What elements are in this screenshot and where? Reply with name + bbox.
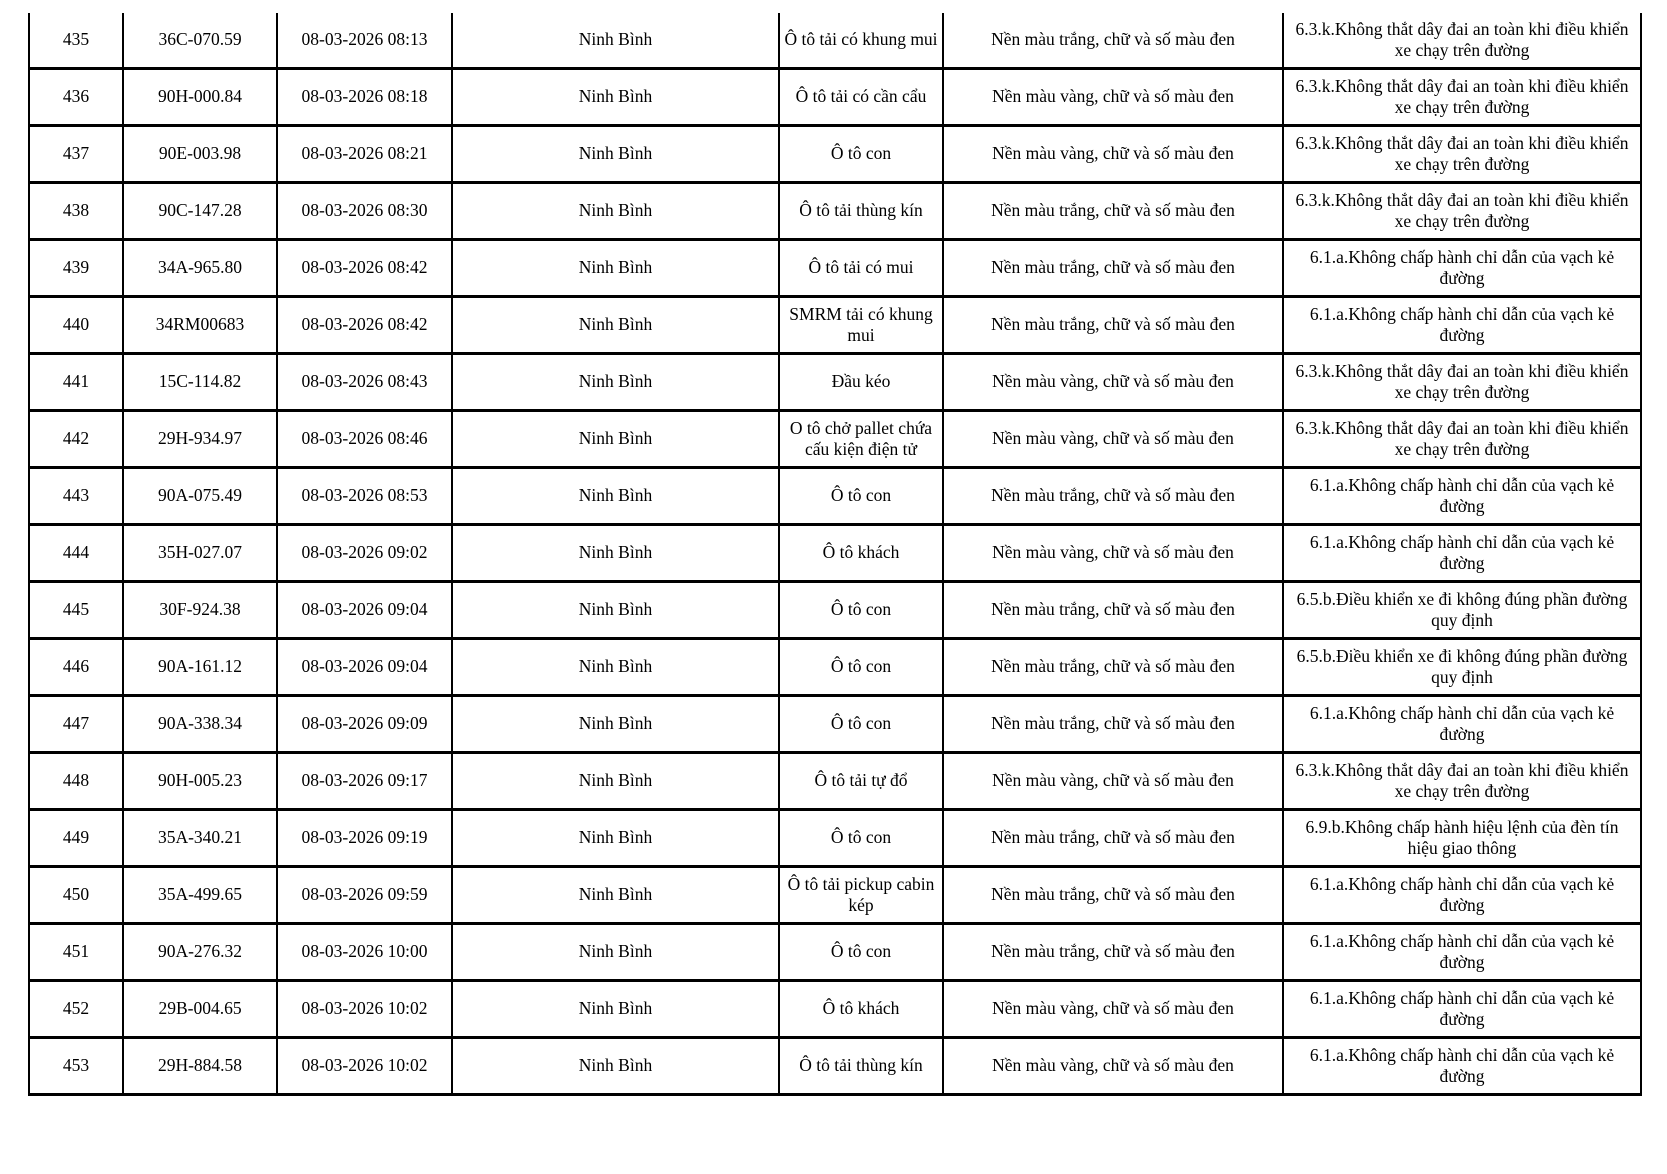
cell-vehicle-type: Ô tô tải có khung mui: [779, 13, 943, 69]
cell-vehicle-type: Ô tô tải pickup cabin kép: [779, 867, 943, 924]
table-row: [29, 924, 1641, 981]
cell-location: Ninh Bình: [452, 69, 779, 126]
cell-row-number: 440: [29, 297, 123, 354]
cell-violation-description: 6.1.a.Không chấp hành chỉ dẫn của vạch kẻ đường: [1283, 297, 1641, 354]
cell-license-plate: 29H-884.58: [123, 1038, 277, 1095]
table-row: [29, 639, 1641, 696]
cell-violation-description: 6.1.a.Không chấp hành chỉ dẫn của vạch kẻ đường: [1283, 981, 1641, 1038]
cell-violation-datetime: 08-03-2026 09:04: [277, 639, 452, 696]
cell-license-plate: 90C-147.28: [123, 183, 277, 240]
cell-vehicle-type: O tô chở pallet chứa cấu kiện điện tử: [779, 411, 943, 468]
cell-vehicle-type: Ô tô con: [779, 468, 943, 525]
cell-license-plate: 90H-000.84: [123, 69, 277, 126]
cell-vehicle-type: Ô tô con: [779, 582, 943, 639]
cell-plate-color-description: Nền màu trắng, chữ và số màu đen: [943, 240, 1283, 297]
cell-license-plate: 90A-075.49: [123, 468, 277, 525]
cell-license-plate: 29B-004.65: [123, 981, 277, 1038]
cell-violation-description: 6.3.k.Không thắt dây đai an toàn khi điều khiển xe chạy trên đường: [1283, 183, 1641, 240]
cell-row-number: 444: [29, 525, 123, 582]
table-row: [29, 69, 1641, 126]
cell-violation-datetime: 08-03-2026 08:18: [277, 69, 452, 126]
cell-row-number: 435: [29, 13, 123, 69]
cell-license-plate: 90E-003.98: [123, 126, 277, 183]
cell-plate-color-description: Nền màu trắng, chữ và số màu đen: [943, 696, 1283, 753]
cell-row-number: 438: [29, 183, 123, 240]
cell-location: Ninh Bình: [452, 297, 779, 354]
cell-violation-datetime: 08-03-2026 09:09: [277, 696, 452, 753]
cell-location: Ninh Bình: [452, 468, 779, 525]
cell-license-plate: 35H-027.07: [123, 525, 277, 582]
cell-location: Ninh Bình: [452, 525, 779, 582]
violation-table: [28, 13, 1642, 1096]
cell-plate-color-description: Nền màu vàng, chữ và số màu đen: [943, 525, 1283, 582]
cell-location: Ninh Bình: [452, 924, 779, 981]
cell-violation-datetime: 08-03-2026 08:43: [277, 354, 452, 411]
cell-location: Ninh Bình: [452, 126, 779, 183]
cell-vehicle-type: Ô tô tải thùng kín: [779, 1038, 943, 1095]
cell-violation-description: 6.1.a.Không chấp hành chỉ dẫn của vạch kẻ đường: [1283, 468, 1641, 525]
cell-license-plate: 90A-161.12: [123, 639, 277, 696]
cell-violation-datetime: 08-03-2026 08:42: [277, 240, 452, 297]
cell-row-number: 451: [29, 924, 123, 981]
table-row: [29, 468, 1641, 525]
cell-violation-datetime: 08-03-2026 09:19: [277, 810, 452, 867]
cell-violation-description: 6.9.b.Không chấp hành hiệu lệnh của đèn tín hiệu giao thông: [1283, 810, 1641, 867]
table-row: [29, 753, 1641, 810]
cell-location: Ninh Bình: [452, 183, 779, 240]
cell-violation-description: 6.1.a.Không chấp hành chỉ dẫn của vạch kẻ đường: [1283, 1038, 1641, 1095]
cell-plate-color-description: Nền màu trắng, chữ và số màu đen: [943, 867, 1283, 924]
cell-violation-datetime: 08-03-2026 09:17: [277, 753, 452, 810]
cell-plate-color-description: Nền màu vàng, chữ và số màu đen: [943, 981, 1283, 1038]
cell-violation-description: 6.3.k.Không thắt dây đai an toàn khi điều khiển xe chạy trên đường: [1283, 411, 1641, 468]
cell-row-number: 450: [29, 867, 123, 924]
cell-vehicle-type: Ô tô con: [779, 924, 943, 981]
cell-violation-description: 6.5.b.Điều khiển xe đi không đúng phần đường quy định: [1283, 639, 1641, 696]
cell-violation-datetime: 08-03-2026 08:46: [277, 411, 452, 468]
table-row: [29, 525, 1641, 582]
cell-license-plate: 36C-070.59: [123, 13, 277, 69]
table-row: [29, 183, 1641, 240]
cell-vehicle-type: Ô tô tải có mui: [779, 240, 943, 297]
cell-violation-description: 6.3.k.Không thắt dây đai an toàn khi điều khiển xe chạy trên đường: [1283, 69, 1641, 126]
cell-violation-description: 6.1.a.Không chấp hành chỉ dẫn của vạch kẻ đường: [1283, 525, 1641, 582]
cell-vehicle-type: Đầu kéo: [779, 354, 943, 411]
cell-violation-description: 6.1.a.Không chấp hành chỉ dẫn của vạch kẻ đường: [1283, 240, 1641, 297]
cell-vehicle-type: Ô tô con: [779, 126, 943, 183]
table-row: [29, 411, 1641, 468]
cell-vehicle-type: Ô tô con: [779, 639, 943, 696]
cell-violation-datetime: 08-03-2026 08:30: [277, 183, 452, 240]
cell-license-plate: 15C-114.82: [123, 354, 277, 411]
cell-license-plate: 34RM00683: [123, 297, 277, 354]
cell-license-plate: 30F-924.38: [123, 582, 277, 639]
cell-row-number: 437: [29, 126, 123, 183]
cell-violation-description: 6.3.k.Không thắt dây đai an toàn khi điều khiển xe chạy trên đường: [1283, 13, 1641, 69]
table-row: [29, 867, 1641, 924]
cell-location: Ninh Bình: [452, 1038, 779, 1095]
cell-row-number: 443: [29, 468, 123, 525]
cell-violation-description: 6.3.k.Không thắt dây đai an toàn khi điều khiển xe chạy trên đường: [1283, 753, 1641, 810]
cell-row-number: 448: [29, 753, 123, 810]
cell-plate-color-description: Nền màu trắng, chữ và số màu đen: [943, 924, 1283, 981]
table-row: [29, 1038, 1641, 1095]
cell-violation-description: 6.1.a.Không chấp hành chỉ dẫn của vạch kẻ đường: [1283, 867, 1641, 924]
cell-violation-description: 6.5.b.Điều khiển xe đi không đúng phần đường quy định: [1283, 582, 1641, 639]
cell-license-plate: 35A-340.21: [123, 810, 277, 867]
cell-location: Ninh Bình: [452, 240, 779, 297]
cell-plate-color-description: Nền màu vàng, chữ và số màu đen: [943, 1038, 1283, 1095]
cell-violation-description: 6.3.k.Không thắt dây đai an toàn khi điều khiển xe chạy trên đường: [1283, 354, 1641, 411]
cell-plate-color-description: Nền màu vàng, chữ và số màu đen: [943, 69, 1283, 126]
cell-vehicle-type: Ô tô tải thùng kín: [779, 183, 943, 240]
cell-plate-color-description: Nền màu vàng, chữ và số màu đen: [943, 126, 1283, 183]
cell-location: Ninh Bình: [452, 867, 779, 924]
cell-license-plate: 90A-338.34: [123, 696, 277, 753]
cell-row-number: 449: [29, 810, 123, 867]
cell-row-number: 439: [29, 240, 123, 297]
cell-location: Ninh Bình: [452, 354, 779, 411]
table-row: [29, 981, 1641, 1038]
cell-plate-color-description: Nền màu trắng, chữ và số màu đen: [943, 468, 1283, 525]
cell-location: Ninh Bình: [452, 981, 779, 1038]
table-row: [29, 810, 1641, 867]
cell-location: Ninh Bình: [452, 810, 779, 867]
cell-vehicle-type: Ô tô tải có cần cẩu: [779, 69, 943, 126]
cell-violation-datetime: 08-03-2026 10:02: [277, 1038, 452, 1095]
cell-violation-datetime: 08-03-2026 09:04: [277, 582, 452, 639]
cell-row-number: 453: [29, 1038, 123, 1095]
cell-license-plate: 35A-499.65: [123, 867, 277, 924]
table-row: [29, 126, 1641, 183]
cell-violation-datetime: 08-03-2026 08:42: [277, 297, 452, 354]
cell-location: Ninh Bình: [452, 582, 779, 639]
cell-violation-datetime: 08-03-2026 08:53: [277, 468, 452, 525]
cell-vehicle-type: Ô tô con: [779, 810, 943, 867]
table-row: [29, 354, 1641, 411]
cell-violation-description: 6.1.a.Không chấp hành chỉ dẫn của vạch kẻ đường: [1283, 924, 1641, 981]
cell-row-number: 446: [29, 639, 123, 696]
cell-violation-datetime: 08-03-2026 09:02: [277, 525, 452, 582]
cell-vehicle-type: Ô tô con: [779, 696, 943, 753]
cell-plate-color-description: Nền màu trắng, chữ và số màu đen: [943, 297, 1283, 354]
cell-violation-datetime: 08-03-2026 09:59: [277, 867, 452, 924]
cell-location: Ninh Bình: [452, 639, 779, 696]
table-row: [29, 13, 1641, 69]
cell-row-number: 452: [29, 981, 123, 1038]
cell-vehicle-type: SMRM tải có khung mui: [779, 297, 943, 354]
table-row: [29, 297, 1641, 354]
table-row: [29, 696, 1641, 753]
cell-plate-color-description: Nền màu trắng, chữ và số màu đen: [943, 582, 1283, 639]
cell-violation-datetime: 08-03-2026 10:00: [277, 924, 452, 981]
cell-plate-color-description: Nền màu trắng, chữ và số màu đen: [943, 810, 1283, 867]
cell-row-number: 442: [29, 411, 123, 468]
cell-plate-color-description: Nền màu trắng, chữ và số màu đen: [943, 183, 1283, 240]
cell-violation-description: 6.1.a.Không chấp hành chỉ dẫn của vạch kẻ đường: [1283, 696, 1641, 753]
cell-location: Ninh Bình: [452, 13, 779, 69]
cell-license-plate: 34A-965.80: [123, 240, 277, 297]
cell-vehicle-type: Ô tô khách: [779, 525, 943, 582]
cell-row-number: 436: [29, 69, 123, 126]
cell-plate-color-description: Nền màu vàng, chữ và số màu đen: [943, 354, 1283, 411]
cell-plate-color-description: Nền màu trắng, chữ và số màu đen: [943, 639, 1283, 696]
cell-row-number: 447: [29, 696, 123, 753]
cell-violation-datetime: 08-03-2026 08:13: [277, 13, 452, 69]
cell-row-number: 441: [29, 354, 123, 411]
cell-location: Ninh Bình: [452, 411, 779, 468]
cell-plate-color-description: Nền màu vàng, chữ và số màu đen: [943, 411, 1283, 468]
cell-license-plate: 29H-934.97: [123, 411, 277, 468]
table-row: [29, 582, 1641, 639]
cell-row-number: 445: [29, 582, 123, 639]
cell-license-plate: 90A-276.32: [123, 924, 277, 981]
cell-location: Ninh Bình: [452, 753, 779, 810]
cell-license-plate: 90H-005.23: [123, 753, 277, 810]
cell-vehicle-type: Ô tô tải tự đổ: [779, 753, 943, 810]
cell-vehicle-type: Ô tô khách: [779, 981, 943, 1038]
cell-location: Ninh Bình: [452, 696, 779, 753]
table-row: [29, 240, 1641, 297]
cell-plate-color-description: Nền màu vàng, chữ và số màu đen: [943, 753, 1283, 810]
cell-violation-datetime: 08-03-2026 08:21: [277, 126, 452, 183]
cell-plate-color-description: Nền màu trắng, chữ và số màu đen: [943, 13, 1283, 69]
cell-violation-datetime: 08-03-2026 10:02: [277, 981, 452, 1038]
cell-violation-description: 6.3.k.Không thắt dây đai an toàn khi điều khiển xe chạy trên đường: [1283, 126, 1641, 183]
